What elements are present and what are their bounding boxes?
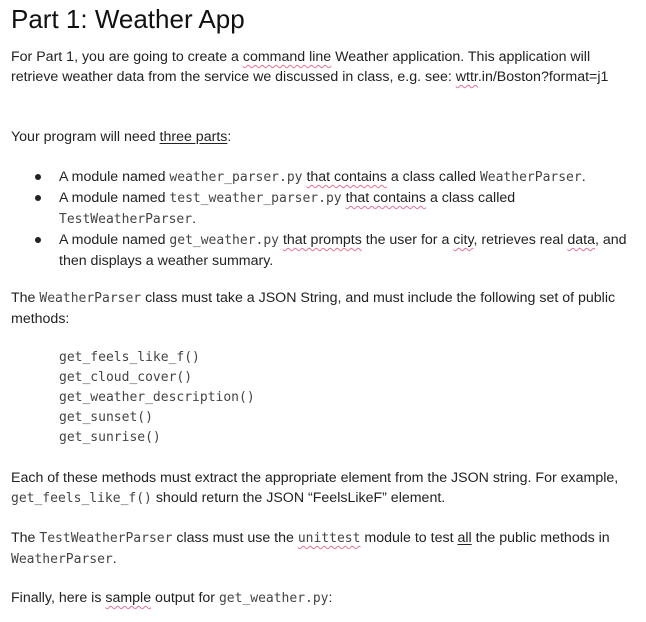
each-desc-text-a: Each of these methods must extract the appropriate element from the JSON string. For example, [11, 470, 619, 486]
parts-bullet-list [11, 167, 639, 271]
bullet-text-d: . [581, 169, 586, 185]
test-description [11, 528, 639, 570]
bullet-text-d: . [192, 211, 197, 227]
bullet-squiggle-text: that contains [345, 190, 427, 206]
intro-text-b: Weather application. This application will retrieve weather data from the service we discussed in class, e.g. see: [11, 49, 591, 85]
sample-squiggle-text: sample [105, 590, 152, 606]
class-description [11, 288, 639, 329]
intro-text-a: For Part 1, you are going to create a [11, 49, 243, 65]
url-rest[interactable]: .in/Boston?format=j1 [477, 69, 609, 85]
test-desc-text-e: . [112, 551, 117, 567]
test-desc-text-d: the public methods in [471, 530, 610, 546]
test-class-code: TestWeatherParser [39, 531, 173, 546]
url-wttr[interactable]: wttr [455, 69, 478, 85]
feels-like-code: get_feels_like_f() [11, 491, 152, 506]
bullet-squiggle-text: that prompts [282, 232, 362, 248]
method-line: get_weather_description() [59, 390, 255, 405]
module-name-code: test_weather_parser.py [169, 191, 342, 206]
bullet-text-e: , and then displays a weather summary. [59, 232, 627, 269]
list-item [11, 188, 639, 230]
bullet-dot-icon [35, 237, 41, 243]
method-line: get_sunrise() [59, 430, 161, 445]
method-line: get_sunset() [59, 410, 153, 425]
city-squiggle-text: city [453, 232, 474, 248]
methods-explanation [11, 468, 639, 509]
weather-parser-code: WeatherParser [39, 291, 142, 306]
final-text-b: output for [151, 590, 219, 606]
weather-parser-code: WeatherParser [11, 552, 113, 567]
intro-paragraph [11, 47, 639, 87]
class-name-code: TestWeatherParser [59, 212, 193, 227]
bullet-text-c: a class called [426, 190, 516, 206]
list-item [11, 230, 639, 271]
parts-intro-text-a: Your program will need [11, 129, 160, 145]
bullet-text-a: A module named [59, 190, 170, 206]
bullet-squiggle-text: that contains [306, 169, 387, 185]
bullet-text-c: a class called [386, 169, 480, 185]
module-name-code: weather_parser.py [169, 170, 303, 185]
bullet-text-a: A module named [59, 232, 170, 248]
class-desc-text-b: class must take a JSON String, and must include the following set of public methods: [11, 290, 616, 327]
all-underlined: all [457, 530, 472, 546]
unittest-code: unittest [297, 531, 361, 546]
final-text-a: Finally, here is [11, 590, 106, 606]
method-line: get_cloud_cover() [59, 370, 193, 385]
parts-intro [11, 127, 231, 147]
methods-code-block [59, 348, 255, 448]
parts-intro-text-b: : [227, 129, 232, 145]
final-text-c: : [328, 590, 333, 606]
page-title: Part 1: Weather App [11, 4, 245, 34]
test-desc-text-b: class must use the [172, 530, 298, 546]
method-line: get_feels_like_f() [59, 350, 200, 365]
bullet-dot-icon [35, 195, 41, 201]
each-desc-text-b: should return the JSON “FeelsLikeF” element. [151, 490, 446, 506]
data-squiggle-text: data [567, 232, 595, 248]
class-name-code: WeatherParser [479, 170, 582, 185]
bullet-text-c: the user for a [361, 232, 454, 248]
bullet-dot-icon [35, 174, 41, 180]
get-weather-code: get_weather.py [218, 591, 329, 606]
module-name-code: get_weather.py [169, 233, 279, 248]
command-line-term: command line [242, 49, 332, 65]
list-item [11, 167, 639, 188]
class-desc-text-a: The [11, 290, 40, 306]
three-parts-underlined: three parts [159, 129, 228, 145]
bullet-text-a: A module named [59, 169, 170, 185]
bullet-text-d: , retrieves real [473, 232, 568, 248]
final-paragraph [11, 588, 332, 609]
test-desc-text-a: The [11, 530, 40, 546]
test-desc-text-c: module to test [360, 530, 458, 546]
